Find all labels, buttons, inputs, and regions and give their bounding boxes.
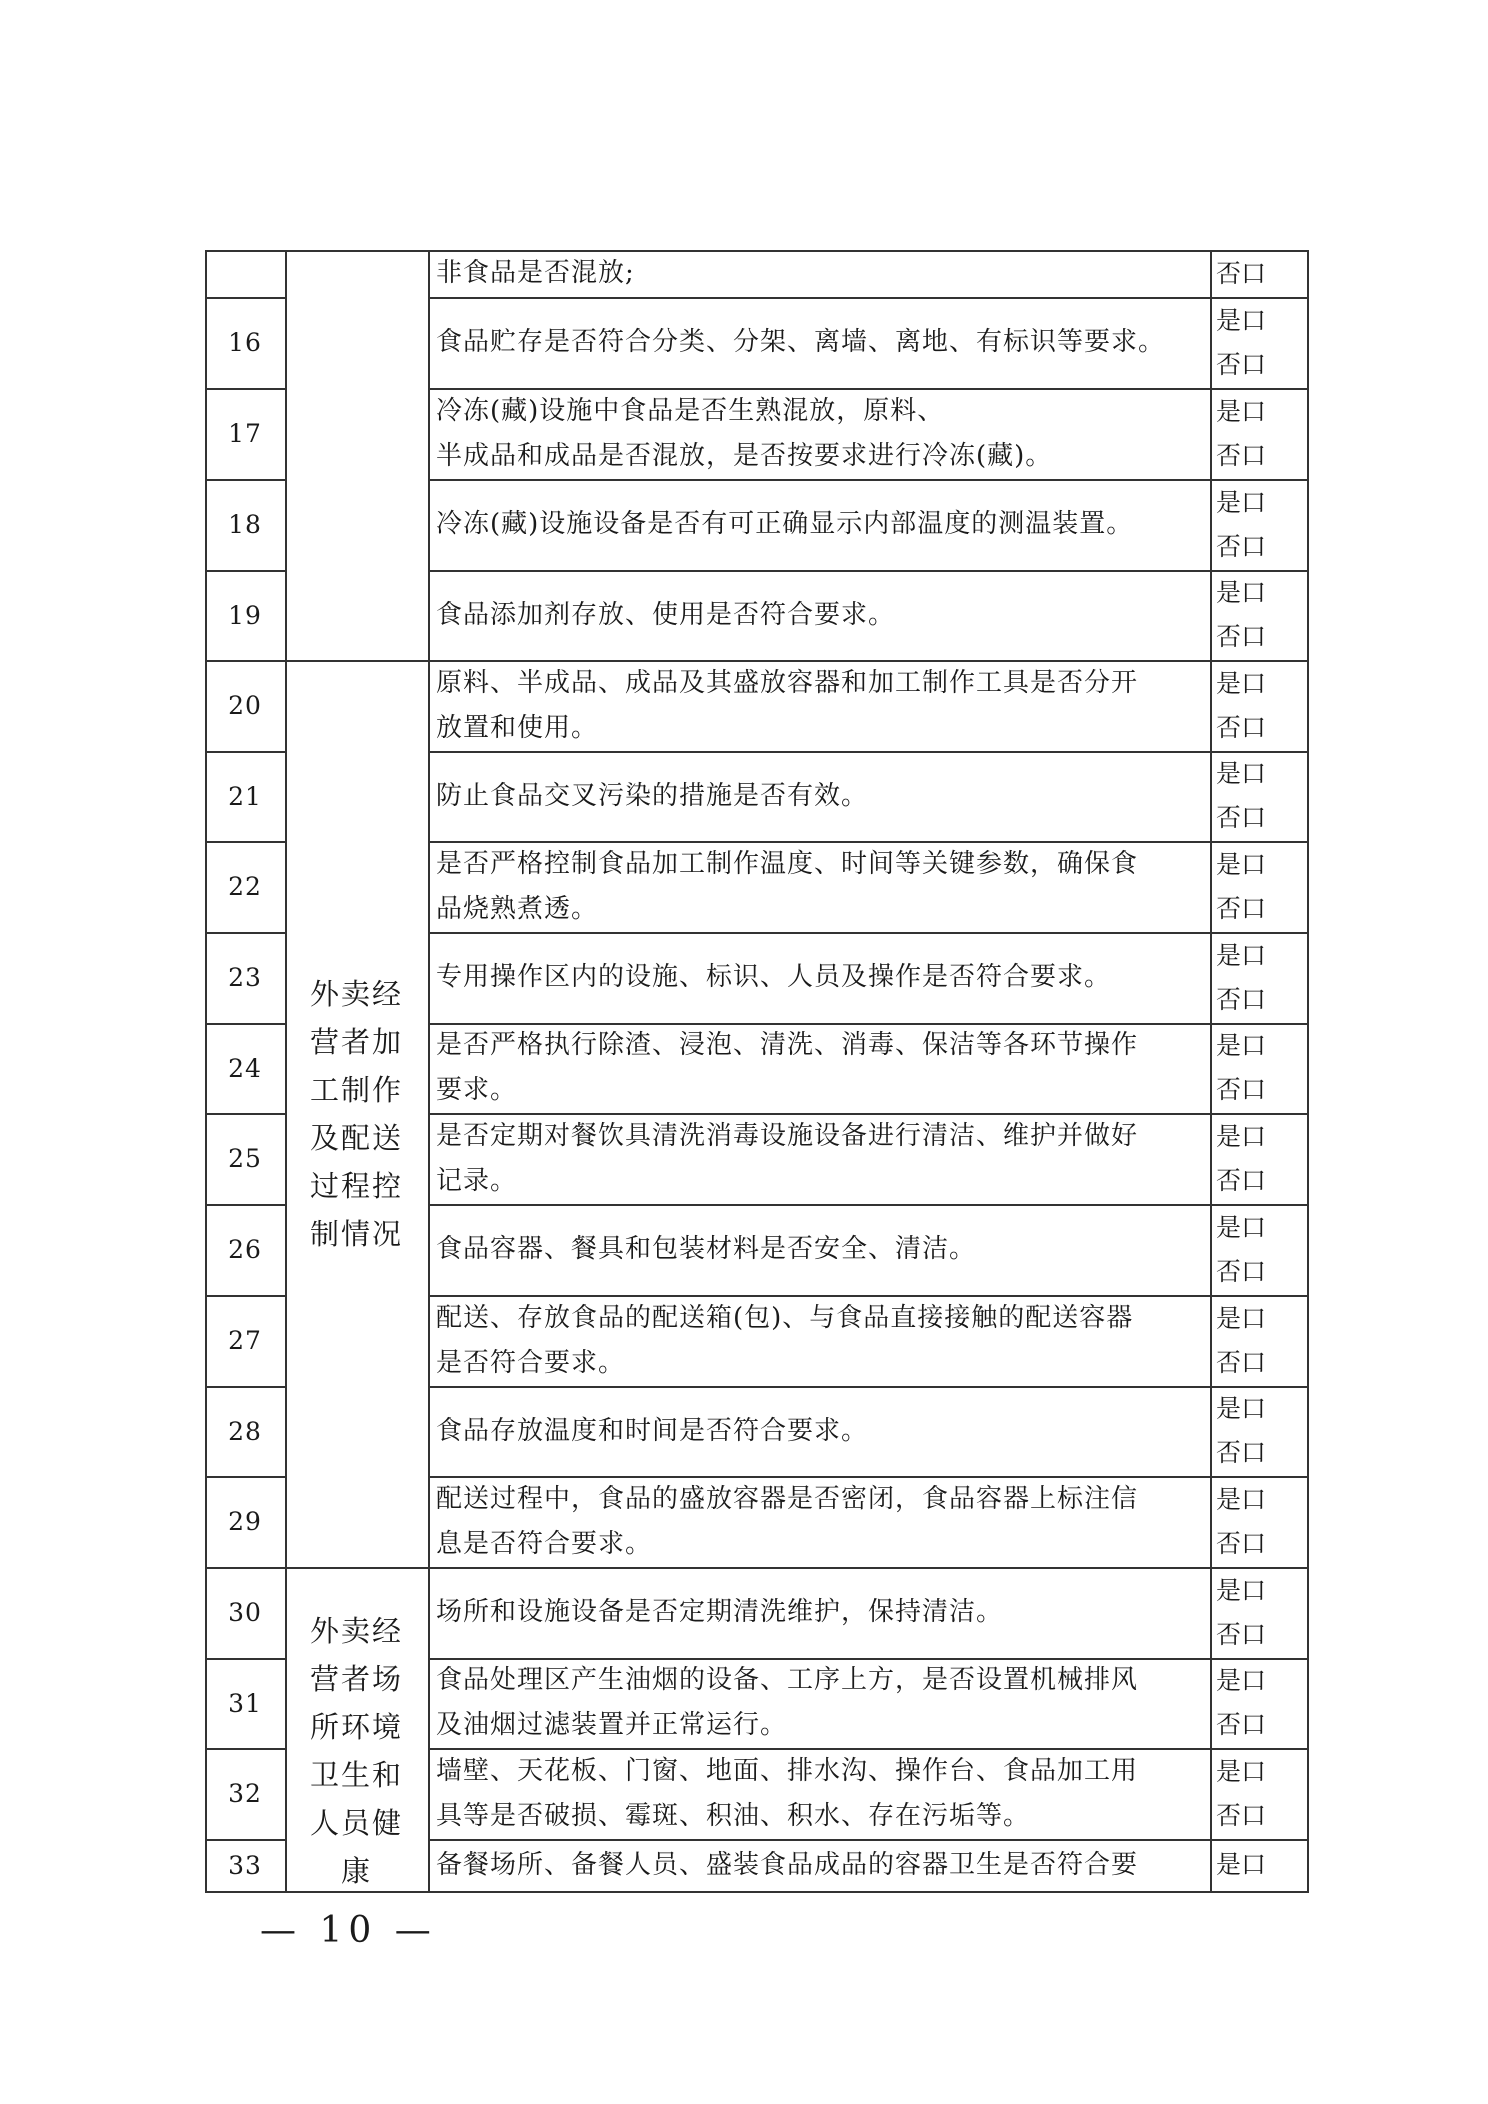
table-border [205, 250, 207, 1893]
yes-no-options [1210, 1476, 1307, 1567]
check-item-line: 放置和使用。 [436, 712, 599, 743]
check-item-line: 及油烟过滤装置并正常运行。 [436, 1710, 788, 1740]
checkbox-option[interactable]: 是口 [1216, 1303, 1267, 1333]
row-number: 27 [228, 1326, 262, 1355]
checkbox-option[interactable]: 否口 [1216, 622, 1267, 651]
row-number: 29 [228, 1507, 262, 1536]
yes-no-options [1210, 841, 1307, 932]
yes-no-options [1210, 1658, 1307, 1748]
checkbox-option[interactable]: 否口 [1216, 1800, 1267, 1830]
checkbox-option[interactable]: 否口 [1216, 712, 1267, 742]
checkbox-option[interactable]: 是口 [1216, 487, 1267, 517]
table-border [428, 1748, 1309, 1750]
table-border [428, 932, 1309, 934]
row-number: 31 [228, 1688, 262, 1718]
check-item-text [428, 1295, 1210, 1386]
check-item-text [428, 297, 1210, 388]
check-item-line: 要求。 [436, 1075, 518, 1105]
check-item-line: 食品容器、餐具和包装材料是否安全、清洁。 [436, 1234, 977, 1264]
check-item-line: 具等是否破损、霉斑、积油、积水、存在污垢等。 [436, 1800, 1031, 1831]
checkbox-option[interactable]: 否口 [1216, 349, 1267, 379]
check-item-line: 记录。 [436, 1165, 518, 1196]
check-item-line: 是否定期对餐饮具清洗消毒设施设备进行清洁、维护并做好 [436, 1120, 1139, 1151]
checkbox-option[interactable]: 是口 [1216, 1031, 1267, 1060]
table-border [428, 1839, 1309, 1841]
yes-no-options [1210, 660, 1307, 751]
check-item-text [428, 250, 1210, 297]
table-border [205, 1113, 285, 1115]
table-border [1307, 250, 1309, 1893]
table-border [205, 1891, 1309, 1893]
yes-no-options [1210, 1748, 1307, 1839]
checkbox-option[interactable]: 是口 [1216, 940, 1267, 970]
row-number: 30 [228, 1598, 262, 1627]
checkbox-option[interactable]: 否口 [1216, 1347, 1267, 1377]
check-item-text [428, 1476, 1210, 1567]
yes-no-options [1210, 570, 1307, 660]
checkbox-option[interactable]: 是口 [1216, 668, 1267, 698]
table-border [205, 1204, 285, 1206]
check-item-line: 是否严格执行除渣、浸泡、清洗、消毒、保洁等各环节操作 [436, 1030, 1139, 1060]
check-item-text [428, 1748, 1210, 1839]
row-number: 26 [228, 1235, 262, 1264]
table-border [428, 1658, 1309, 1660]
checkbox-option[interactable]: 是口 [1216, 1394, 1267, 1423]
checkbox-option[interactable]: 是口 [1216, 1850, 1267, 1879]
table-border [205, 660, 1309, 662]
table-border [428, 1204, 1309, 1206]
table-border [428, 297, 1309, 299]
table-border [205, 751, 285, 753]
check-item-text [428, 1204, 1210, 1295]
checkbox-option[interactable]: 是口 [1216, 578, 1267, 607]
check-item-text [428, 479, 1210, 570]
check-item-text [428, 1113, 1210, 1204]
yes-no-options [1210, 1204, 1307, 1295]
table-border [205, 570, 285, 572]
yes-no-options [1210, 1023, 1307, 1113]
row-number: 21 [228, 781, 262, 811]
page-number: — 10 — [260, 1910, 437, 1951]
table-border [205, 1386, 285, 1388]
checkbox-option[interactable]: 是口 [1216, 305, 1267, 335]
table-border [205, 1567, 1309, 1569]
checkbox-option[interactable]: 否口 [1216, 1619, 1267, 1649]
checkbox-option[interactable]: 是口 [1216, 1666, 1267, 1695]
check-item-line: 防止食品交叉污染的措施是否有效。 [436, 780, 869, 811]
category-text: 外卖经营者加工制作及配送过程控制情况 [309, 976, 403, 1251]
check-item-line: 非食品是否混放; [436, 258, 635, 288]
check-item-line: 配送过程中，食品的盛放容器是否密闭，食品容器上标注信 [436, 1483, 1139, 1514]
table-border [205, 1658, 285, 1660]
check-item-text [428, 1567, 1210, 1658]
yes-no-options [1210, 1386, 1307, 1476]
check-item-line: 墙壁、天花板、门窗、地面、排水沟、操作台、食品加工用 [436, 1755, 1139, 1786]
check-item-line: 原料、半成品、成品及其盛放容器和加工制作工具是否分开 [436, 667, 1139, 698]
row-number: 25 [228, 1144, 262, 1173]
row-number: 20 [228, 691, 262, 720]
check-item-line: 场所和设施设备是否定期清洗维护，保持清洁。 [436, 1597, 1004, 1627]
check-item-line: 食品处理区产生油烟的设备、工序上方，是否设置机械排风 [436, 1665, 1139, 1695]
checkbox-option[interactable]: 否口 [1216, 1528, 1267, 1558]
yes-no-options [1210, 1113, 1307, 1204]
checkbox-option[interactable]: 是口 [1216, 1575, 1267, 1605]
check-item-line: 半成品和成品是否混放，是否按要求进行冷冻(藏)。 [436, 440, 1053, 471]
row-number: 22 [228, 872, 262, 901]
table-border [205, 1476, 285, 1478]
check-item-line: 是否符合要求。 [436, 1347, 626, 1378]
table-border [205, 1839, 285, 1841]
checkbox-option[interactable]: 否口 [1216, 893, 1267, 923]
yes-no-options [1210, 388, 1307, 479]
row-number: 33 [228, 1850, 262, 1880]
check-item-line: 配送、存放食品的配送箱(包)、与食品直接接触的配送容器 [436, 1302, 1134, 1333]
row-number: 18 [228, 510, 262, 539]
check-item-line: 食品存放温度和时间是否符合要求。 [436, 1415, 869, 1446]
table-border [428, 1295, 1309, 1297]
check-item-text [428, 1839, 1210, 1891]
checkbox-option[interactable]: 否口 [1216, 1165, 1267, 1195]
yes-no-options [1210, 1839, 1307, 1891]
yes-no-options [1210, 297, 1307, 388]
checkbox-option[interactable]: 否口 [1216, 531, 1267, 561]
check-item-line: 食品添加剂存放、使用是否符合要求。 [436, 599, 896, 630]
checkbox-option[interactable]: 否口 [1216, 1075, 1267, 1104]
table-border [205, 841, 285, 843]
yes-no-options [1210, 751, 1307, 841]
table-border [205, 1295, 285, 1297]
table-border [285, 250, 287, 1893]
yes-no-options [1210, 250, 1307, 297]
table-border [428, 1023, 1309, 1025]
table-border [428, 751, 1309, 753]
check-item-line: 冷冻(藏)设施中食品是否生熟混放，原料、 [436, 395, 945, 426]
category-text: 外卖经营者场所环境卫生和人员健康 [309, 1614, 403, 1888]
check-item-line: 品烧熟煮透。 [436, 893, 599, 924]
category-label [285, 660, 428, 1567]
table-border [428, 570, 1309, 572]
check-item-line: 备餐场所、备餐人员、盛装食品成品的容器卫生是否符合要 [436, 1849, 1139, 1880]
table-border [205, 479, 285, 481]
check-item-line: 专用操作区内的设施、标识、人员及操作是否符合要求。 [436, 962, 1112, 992]
table-border [205, 932, 285, 934]
row-number: 24 [228, 1053, 262, 1083]
table-border [428, 388, 1309, 390]
check-item-line: 冷冻(藏)设施设备是否有可正确显示内部温度的测温装置。 [436, 509, 1134, 539]
checkbox-option[interactable]: 否口 [1216, 440, 1267, 470]
check-item-text [428, 932, 1210, 1023]
checkbox-option[interactable]: 是口 [1216, 1121, 1267, 1151]
row-number: 17 [228, 419, 262, 448]
check-item-line: 息是否符合要求。 [436, 1528, 653, 1559]
checkbox-option[interactable]: 是口 [1216, 1212, 1267, 1242]
row-number: 32 [228, 1779, 262, 1808]
checkbox-option[interactable]: 是口 [1216, 396, 1267, 426]
check-item-text [428, 1023, 1210, 1113]
row-number: 23 [228, 963, 262, 992]
table-border [428, 841, 1309, 843]
check-item-text [428, 1658, 1210, 1748]
check-item-text [428, 1386, 1210, 1476]
table-border [428, 250, 430, 1893]
checkbox-option[interactable]: 是口 [1216, 849, 1267, 879]
check-item-text [428, 388, 1210, 479]
checkbox-option[interactable]: 否口 [1216, 803, 1267, 832]
check-item-text [428, 660, 1210, 751]
row-number: 28 [228, 1416, 262, 1446]
table-border [205, 297, 285, 299]
yes-no-options [1210, 1295, 1307, 1386]
table-border [428, 479, 1309, 481]
checkbox-option[interactable]: 否口 [1216, 1438, 1267, 1467]
checkbox-option[interactable]: 是口 [1216, 1484, 1267, 1514]
yes-no-options [1210, 479, 1307, 570]
table-border [428, 1113, 1309, 1115]
checkbox-option[interactable]: 否口 [1216, 984, 1267, 1014]
check-item-text [428, 841, 1210, 932]
checkbox-option[interactable]: 否口 [1216, 1256, 1267, 1286]
table-border [205, 1748, 285, 1750]
checkbox-option[interactable]: 是口 [1216, 1756, 1267, 1786]
row-number: 19 [228, 600, 262, 630]
table-border [205, 388, 285, 390]
check-item-text [428, 570, 1210, 660]
table-border [205, 1023, 285, 1025]
row-number [205, 250, 285, 297]
checkbox-option[interactable]: 是口 [1216, 759, 1267, 788]
check-item-line: 是否严格控制食品加工制作温度、时间等关键参数，确保食 [436, 848, 1139, 879]
yes-no-options [1210, 1567, 1307, 1658]
category-label [285, 1567, 428, 1891]
table-border [428, 1476, 1309, 1478]
row-number: 16 [228, 328, 262, 357]
table-border [205, 250, 1309, 252]
yes-no-options [1210, 932, 1307, 1023]
check-item-line: 食品贮存是否符合分类、分架、离墙、离地、有标识等要求。 [436, 327, 1166, 357]
check-item-text [428, 751, 1210, 841]
checkbox-option[interactable]: 否口 [1216, 1710, 1267, 1739]
table-border [428, 1386, 1309, 1388]
checkbox-option[interactable]: 否口 [1216, 258, 1267, 288]
table-border [1210, 250, 1212, 1893]
